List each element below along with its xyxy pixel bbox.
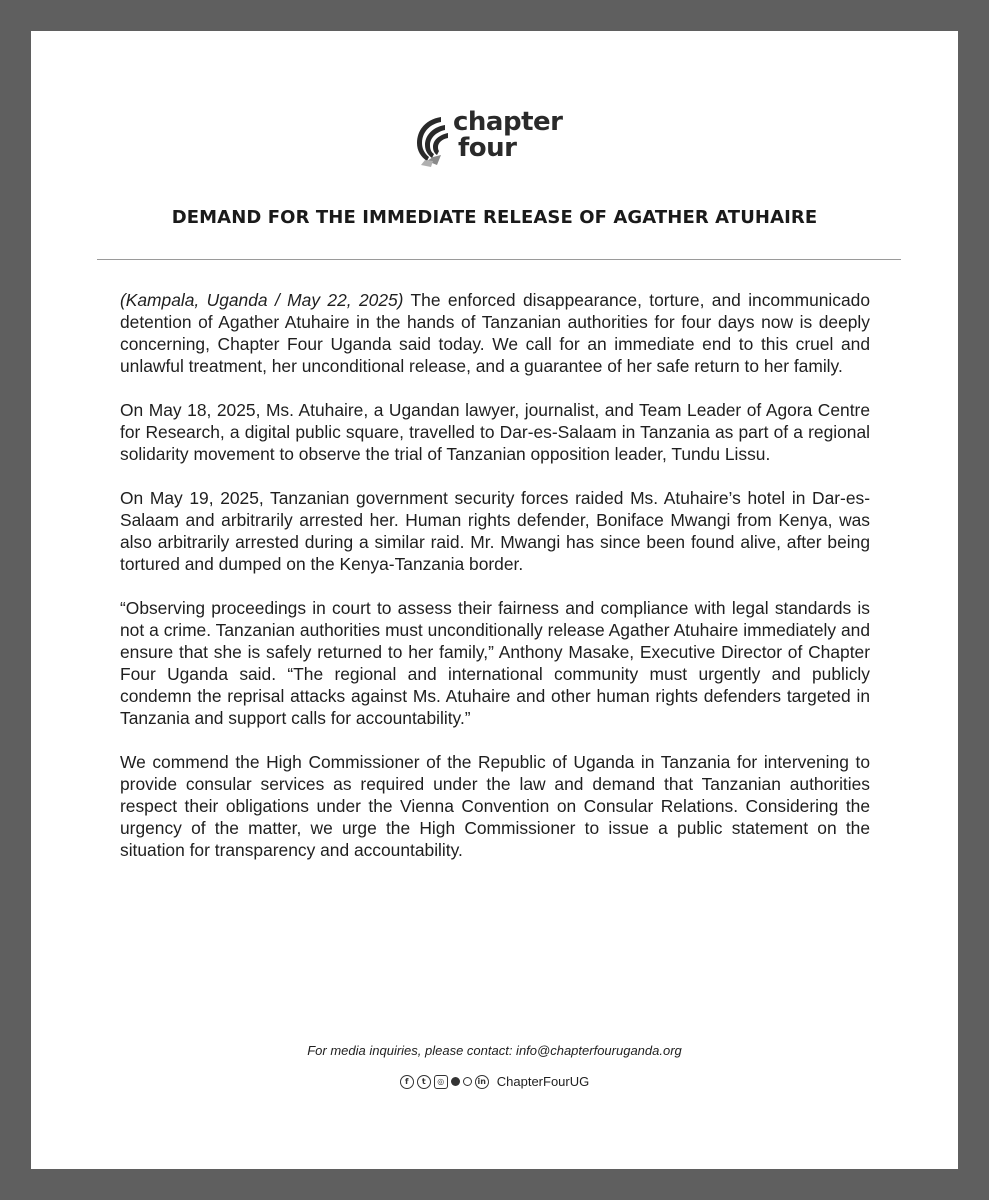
- flickr-secondary-icon: [463, 1077, 472, 1086]
- instagram-icon[interactable]: ◎: [434, 1075, 448, 1089]
- media-contact: For media inquiries, please contact: info@chapterfouruganda.org: [307, 1043, 682, 1058]
- chapter-four-logo: [411, 109, 591, 199]
- logo-wordmark: [453, 109, 562, 161]
- paragraph-3: On May 19, 2025, Tanzanian government security forces raided Ms. Atuhaire’s hotel in Dar-es-Salaam and arbitrarily arrested her. Human rights defender, Boniface Mwangi from Kenya, was also arbitrarily arrested during a similar raid. Mr. Mwangi has since been found alive, after being tortured and dumped on the Kenya-Tanzania border.: [120, 488, 870, 574]
- logo-line-four: four: [458, 133, 517, 163]
- paragraph-5: We commend the High Commissioner of the Republic of Uganda in Tanzania for intervening to provide consular services as required under the law and demand that Tanzanian authorities respect their obligations under the Vienna Convention on Consular Relations. Considering the urgency of the matter, we urge the High Commissioner to issue a public statement on the situation for transparency and accountability.: [120, 752, 870, 860]
- press-release-page: [31, 31, 958, 1169]
- paragraph-2: On May 18, 2025, Ms. Atuhaire, a Ugandan lawyer, journalist, and Team Leader of Agora Centre for Research, a digital public square, travelled to Dar-es-Salaam in Tanzania as part of a regional solidarity movement to observe the trial of Tanzanian opposition leader, Tundu Lissu.: [120, 400, 870, 464]
- logo-line-chapter: chapter: [453, 107, 563, 137]
- flickr-icon[interactable]: [451, 1077, 460, 1086]
- chapter-four-logo-mark-icon: [411, 113, 455, 169]
- social-links: [31, 1074, 958, 1089]
- dateline: (Kampala, Uganda / May 22, 2025): [120, 290, 404, 310]
- title-divider: [97, 259, 901, 260]
- social-handle: ChapterFourUG: [496, 1074, 590, 1089]
- paragraph-1-text: The enforced disappearance, torture, and incommunicado detention of Agather Atuhaire in the hands of Tanzanian authorities for four days now is deeply concerning, Chapter Four Uganda said today. We call for an immediate end to this cruel and unlawful treatment, her unconditional release, and a guarantee of her safe return to her family.: [120, 290, 870, 376]
- paragraph-1: [120, 289, 870, 377]
- twitter-icon[interactable]: t: [417, 1075, 431, 1089]
- document-title: DEMAND FOR THE IMMEDIATE RELEASE OF AGATHER ATUHAIRE: [171, 207, 818, 228]
- paragraph-4: “Observing proceedings in court to assess their fairness and compliance with legal standards is not a crime. Tanzanian authorities must unconditionally release Agather Atuhaire immediately and ensure that she is safely returned to her family,” Anthony Masake, Executive Director of Chapter Four Uganda said. “The regional and international community must urgently and publicly condemn the reprisal attacks against Ms. Atuhaire and other human rights defenders targeted in Tanzania and support calls for accountability.”: [120, 598, 870, 728]
- linkedin-icon[interactable]: in: [475, 1075, 489, 1089]
- facebook-icon[interactable]: f: [400, 1075, 414, 1089]
- document-body: [120, 289, 870, 861]
